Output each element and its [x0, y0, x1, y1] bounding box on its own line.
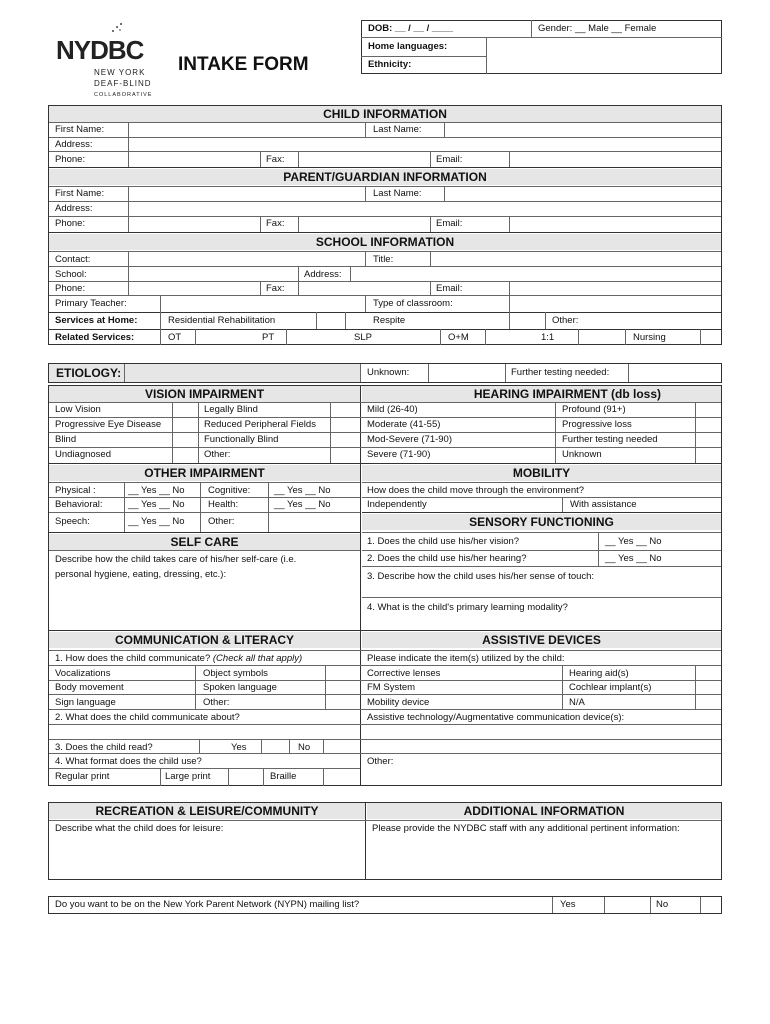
logo-line-1: NEW YORK [94, 68, 146, 77]
physical-label: Physical : [55, 485, 96, 496]
recreation-header: RECREATION & LEISURE/COMMUNITY [49, 803, 365, 819]
large-print-option[interactable]: Large print [165, 771, 211, 782]
self-care-prompt-1: Describe how the child takes care of his/her self-care (i.e. [55, 554, 297, 565]
parent-fax-label: Fax: [266, 218, 285, 229]
hearing-option[interactable]: Mod-Severe (71-90) [367, 434, 453, 445]
mobility-question: How does the child move through the environment? [367, 485, 585, 496]
self-care-input[interactable] [50, 582, 358, 628]
assistive-intro: Please indicate the item(s) utilized by the child: [367, 653, 565, 664]
parent-info-header: PARENT/GUARDIAN INFORMATION [49, 169, 721, 185]
health-yes-no[interactable]: __ Yes __ No [274, 499, 331, 510]
assistive-option[interactable]: N/A [569, 697, 585, 708]
child-first-name-label: First Name: [55, 124, 105, 135]
with-assistance-option[interactable]: With assistance [570, 499, 637, 510]
mobility-header: MOBILITY [362, 465, 721, 481]
additional-info-header: ADDITIONAL INFORMATION [367, 803, 721, 819]
om-option[interactable]: O+M [448, 332, 469, 343]
learning-modality-question: 4. What is the child's primary learning modality? [367, 602, 568, 613]
assistive-devices-header: ASSISTIVE DEVICES [362, 632, 721, 648]
child-last-name-label: Last Name: [373, 124, 422, 135]
braille-option[interactable]: Braille [270, 771, 297, 782]
communicate-about-question: 2. What does the child communicate about? [55, 712, 240, 723]
parent-address-label: Address: [55, 203, 93, 214]
hearing-option[interactable]: Severe (71-90) [367, 449, 431, 460]
child-phone-label: Phone: [55, 154, 86, 165]
ot-option[interactable]: OT [168, 332, 182, 343]
format-question: 4. What format does the child use? [55, 756, 202, 767]
etiology-unknown-label: Unknown: [367, 367, 410, 378]
communication-option[interactable]: Other: [203, 697, 230, 708]
vision-option[interactable]: Progressive Eye Disease [55, 419, 162, 430]
communication-option[interactable]: Object symbols [203, 668, 268, 679]
vision-option[interactable]: Blind [55, 434, 77, 445]
assistive-option[interactable]: FM System [367, 682, 416, 693]
vision-option[interactable]: Other: [204, 449, 231, 460]
communication-option[interactable]: Vocalizations [55, 668, 111, 679]
communication-option[interactable]: Body movement [55, 682, 124, 693]
school-address-label: Address: [304, 269, 342, 280]
cognitive-yes-no[interactable]: __ Yes __ No [274, 485, 331, 496]
assistive-technology-label: Assistive technology/Augmentative communication device(s): [367, 712, 625, 723]
regular-print-option[interactable]: Regular print [55, 771, 110, 782]
communication-option[interactable]: Spoken language [203, 682, 277, 693]
vision-option[interactable]: Undiagnosed [55, 449, 111, 460]
read-yes-option[interactable]: Yes [231, 742, 247, 753]
recreation-input[interactable] [50, 836, 363, 878]
communication-literacy-header: COMMUNICATION & LITERACY [49, 632, 360, 648]
etiology-label: ETIOLOGY: [56, 366, 122, 380]
primary-teacher-label: Primary Teacher: [55, 298, 127, 309]
school-title-label: Title: [373, 254, 394, 265]
communication-option[interactable]: Sign language [55, 697, 116, 708]
child-address-label: Address: [55, 139, 93, 150]
vision-option[interactable]: Legally Blind [204, 404, 258, 415]
vision-option[interactable]: Functionally Blind [204, 434, 279, 445]
pt-option[interactable]: PT [262, 332, 275, 343]
school-info-header: SCHOOL INFORMATION [49, 234, 721, 250]
self-care-header: SELF CARE [49, 534, 360, 550]
home-languages-input[interactable] [488, 39, 720, 73]
read-question: 3. Does the child read? [55, 742, 153, 753]
other-impairment-header: OTHER IMPAIRMENT [49, 465, 360, 481]
child-info-header: CHILD INFORMATION [49, 106, 721, 122]
nursing-option[interactable]: Nursing [633, 332, 666, 343]
vision-use-question: 1. Does the child use his/her vision? [367, 536, 520, 547]
parent-first-name-label: First Name: [55, 188, 105, 199]
form-title: INTAKE FORM [178, 54, 309, 75]
services-other-label: Other: [552, 315, 579, 326]
recreation-prompt: Describe what the child does for leisure: [55, 823, 224, 834]
assistive-option[interactable]: Corrective lenses [367, 668, 441, 679]
logo-line-2: DEAF-BLIND [94, 79, 152, 88]
speech-label: Speech: [55, 516, 90, 527]
vision-option[interactable]: Reduced Peripheral Fields [204, 419, 316, 430]
vision-option[interactable]: Low Vision [55, 404, 101, 415]
classroom-type-label: Type of classroom: [373, 298, 453, 309]
assistive-other-label: Other: [367, 756, 394, 767]
health-label: Health: [208, 499, 239, 510]
speech-yes-no[interactable]: __ Yes __ No [128, 516, 185, 527]
logo-mark: NYDBC [56, 35, 144, 65]
mailing-no-option[interactable]: No [656, 899, 669, 910]
assistive-option[interactable]: Mobility device [367, 697, 430, 708]
assistive-option[interactable]: Cochlear implant(s) [569, 682, 652, 693]
residential-rehab-option[interactable]: Residential Rehabilitation [168, 315, 276, 326]
hearing-option[interactable]: Profound (91+) [562, 404, 626, 415]
school-fax-label: Fax: [266, 283, 285, 294]
parent-phone-label: Phone: [55, 218, 86, 229]
behavioral-label: Behavioral: [55, 499, 103, 510]
child-fax-label: Fax: [266, 154, 285, 165]
sensory-functioning-header: SENSORY FUNCTIONING [362, 514, 721, 530]
independently-option[interactable]: Independently [367, 499, 427, 510]
assistive-option[interactable]: Hearing aid(s) [569, 668, 629, 679]
parent-last-name-label: Last Name: [373, 188, 422, 199]
impairment-other-label: Other: [208, 516, 235, 527]
one-to-one-option[interactable]: 1:1 [541, 332, 555, 343]
vision-use-yes-no[interactable]: __ Yes __ No [605, 536, 662, 547]
gender-field[interactable]: Gender: __ Male __ Female [538, 23, 657, 34]
self-care-prompt-2: personal hygiene, eating, dressing, etc.): [55, 569, 227, 580]
vision-impairment-header: VISION IMPAIRMENT [49, 386, 360, 402]
home-languages-label: Home languages: [368, 41, 448, 52]
parent-email-label: Email: [436, 218, 463, 229]
sparkle-icon [110, 22, 124, 34]
hearing-option[interactable]: Further testing needed [562, 434, 658, 445]
hearing-use-question: 2. Does the child use his/her hearing? [367, 553, 527, 564]
hearing-option[interactable]: Progressive loss [562, 419, 632, 430]
hearing-option[interactable]: Moderate (41-55) [367, 419, 441, 430]
respite-option[interactable]: Respite [373, 315, 406, 326]
touch-question: 3. Describe how the child uses his/her sense of touch: [367, 571, 595, 582]
school-phone-label: Phone: [55, 283, 86, 294]
dob-field[interactable]: DOB: __ / __ / ____ [368, 23, 454, 34]
child-email-label: Email: [436, 154, 463, 165]
hearing-use-yes-no[interactable]: __ Yes __ No [605, 553, 662, 564]
logo-line-3: COLLABORATIVE [94, 92, 153, 98]
communicate-how-question: 1. How does the child communicate? (Check all that apply) [55, 653, 303, 664]
mailing-yes-option[interactable]: Yes [560, 899, 576, 910]
additional-info-input[interactable] [368, 836, 720, 878]
mailing-list-question: Do you want to be on the New York Parent Network (NYPN) mailing list? [55, 899, 360, 910]
behavioral-yes-no[interactable]: __ Yes __ No [128, 499, 185, 510]
ethnicity-label: Ethnicity: [368, 59, 412, 70]
services-at-home-label: Services at Home: [55, 315, 138, 326]
check-all-note: (Check all that apply) [212, 653, 303, 664]
related-services-label: Related Services: [55, 332, 135, 343]
read-no-option[interactable]: No [298, 742, 311, 753]
hearing-impairment-header: HEARING IMPAIRMENT (db loss) [362, 386, 721, 402]
cognitive-label: Cognitive: [208, 485, 251, 496]
hearing-option[interactable]: Mild (26-40) [367, 404, 418, 415]
school-email-label: Email: [436, 283, 463, 294]
hearing-option[interactable]: Unknown [562, 449, 602, 460]
additional-info-prompt: Please provide the NYDBC staff with any additional pertinent information: [372, 823, 680, 834]
etiology-further-testing-label: Further testing needed: [511, 367, 610, 378]
school-contact-label: Contact: [55, 254, 91, 265]
physical-yes-no[interactable]: __ Yes __ No [128, 485, 185, 496]
slp-option[interactable]: SLP [354, 332, 372, 343]
school-name-label: School: [55, 269, 87, 280]
